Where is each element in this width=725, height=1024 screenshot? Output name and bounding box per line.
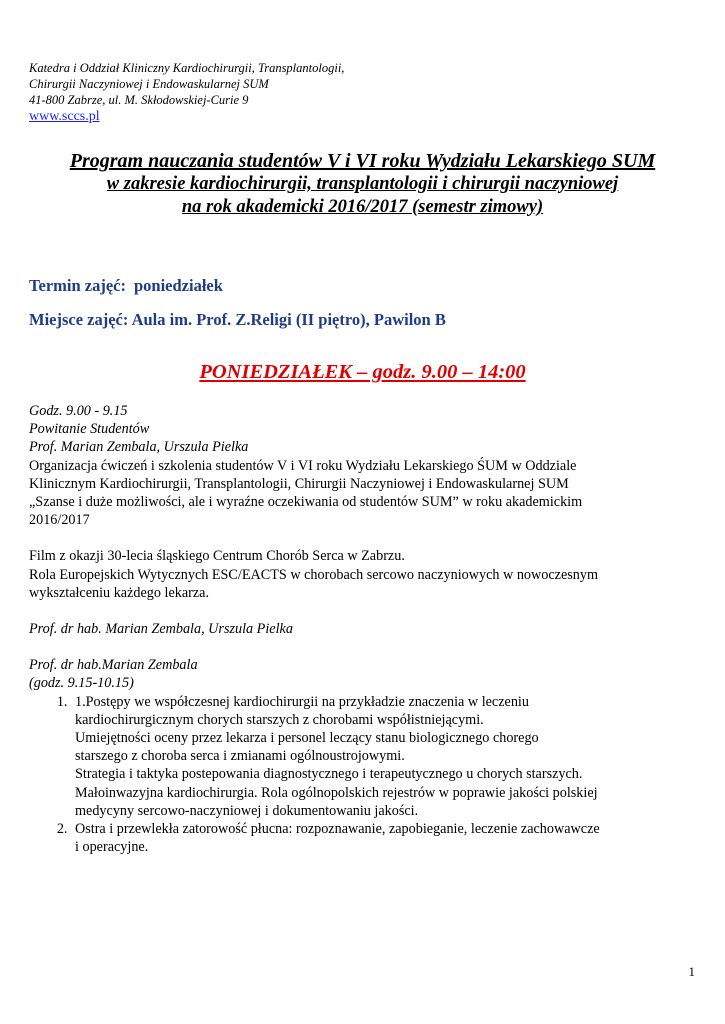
title-line-2: w zakresie kardiochirurgii, transplantologii i chirurgii naczyniowej <box>106 174 619 194</box>
topic-1-line-5: Strategia i taktyka postepowania diagnostycznego i terapeutycznego u chorych starszych. <box>75 766 583 783</box>
session-time-2: (godz. 9.15-10.15) <box>29 675 134 692</box>
organization-line-4: 2016/2017 <box>29 512 90 529</box>
topic-1-line-6: Małoinwazyjna kardiochirurgia. Rola ogólnopolskich rejestrów w poprawie jakości polskiej <box>75 784 598 801</box>
organization-line-3: „Szanse i duże możliwości, ale i wyraźne oczekiwania od studentów SUM” w roku akademickim <box>29 494 583 511</box>
topic-2-line-2: i operacyjne. <box>75 839 149 856</box>
title-line-3: na rok akademicki 2016/2017 (semestr zimowy) <box>181 197 544 217</box>
header-line-2: Chirurgii Naczyniowej i Endowaskularnej SUM <box>29 77 269 91</box>
website-link[interactable]: www.sccs.pl <box>29 109 100 124</box>
session-hosts: Prof. Marian Zembala, Urszula Pielka <box>29 439 249 456</box>
termin-label: Termin zajęć: <box>29 276 126 295</box>
topic-1-line-7: medycyny sercowo-naczyniowej i dokumentowaniu jakości. <box>75 802 419 819</box>
class-location-info: Miejsce zajęć: Aula im. Prof. Z.Religi (II piętro), Pawilon B <box>29 310 446 329</box>
termin-value: poniedziałek <box>133 276 223 295</box>
topic-1-line-4: starszego z choroba serca i zmianami ogólnoustrojowymi. <box>75 748 405 765</box>
topic-item <box>71 693 689 820</box>
document-title <box>0 150 725 219</box>
film-text: Film z okazji 30-lecia śląskiego Centrum Chorób Serca w Zabrzu. <box>29 548 405 565</box>
lecturers: Prof. dr hab. Marian Zembala, Urszula Pielka <box>29 621 293 638</box>
guidelines-line-2: wykształceniu każdego lekarza. <box>29 584 210 601</box>
topic-list <box>29 693 689 857</box>
header-line-1: Katedra i Oddział Kliniczny Kardiochirurgii, Transplantologii, <box>29 61 345 75</box>
department-header <box>29 60 344 125</box>
topic-2-line-1: 2. Ostra i przewlekła zatorowość płucna: rozpoznawanie, zapobieganie, leczenie zachowawcze <box>75 821 600 838</box>
day-heading: PONIEDZIAŁEK – godz. 9.00 – 14:00 <box>199 361 526 383</box>
class-schedule-info <box>29 276 223 296</box>
topic-1-line-3: Umiejętności oceny przez lekarza i personel leczący stanu biologicznego chorego <box>75 730 539 747</box>
lecturer-2: Prof. dr hab.Marian Zembala <box>29 657 198 674</box>
header-address: 41-800 Zabrze, ul. M. Skłodowskiej-Curie 9 <box>29 93 249 107</box>
topic-1-line-2: kardiochirurgicznym chorych starszych z chorobami współistniejącymi. <box>75 711 484 728</box>
welcome-text: Powitanie Studentów <box>29 421 150 438</box>
guidelines-line-1: Rola Europejskich Wytycznych ESC/EACTS w chorobach sercowo naczyniowych w nowoczesnym <box>29 566 599 583</box>
topic-item <box>71 820 689 856</box>
title-line-1: Program nauczania studentów V i VI roku Wydziału Lekarskiego SUM <box>69 150 656 172</box>
organization-line-1: Organizacja ćwiczeń i szkolenia studentów V i VI roku Wydziału Lekarskiego ŚUM w Oddziale <box>29 457 577 474</box>
page-number: 1 <box>688 964 695 979</box>
topic-1-line-1: 1. 1.Postępy we współczesnej kardiochirurgii na przykładzie znaczenia w leczeniu <box>75 693 529 710</box>
session-time: Godz. 9.00 - 9.15 <box>29 403 128 419</box>
organization-line-2: Klinicznym Kardiochirurgii, Transplantologii, Chirurgii Naczyniowej i Endowaskularnej SUM <box>29 475 569 492</box>
session-content <box>29 402 689 856</box>
